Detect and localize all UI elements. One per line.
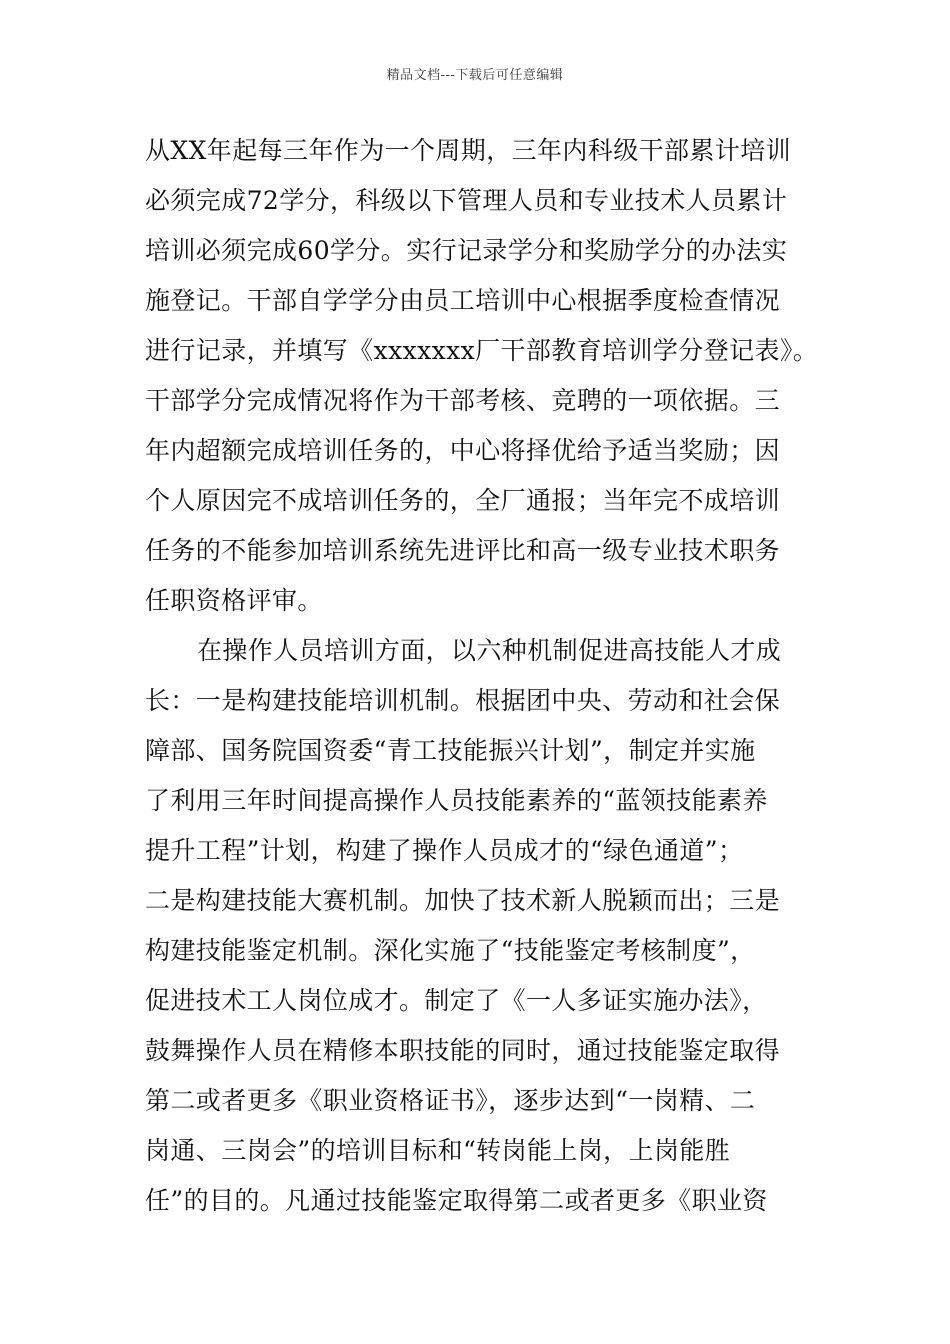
text-line: 个人原因完不成培训任务的，全厂通报；当年完不成培训 bbox=[145, 486, 781, 515]
text-line: 必须完成72学分，科级以下管理人员和专业技术人员累计 bbox=[145, 186, 788, 215]
text-line: 二是构建技能大赛机制。加快了技术新人脱颖而出；三是 bbox=[145, 886, 781, 915]
text-line: 年内超额完成培训任务的，中心将择优给予适当奖励；因 bbox=[145, 436, 781, 465]
paragraph-1 bbox=[145, 126, 819, 626]
text-line: 干部学分完成情况将作为干部考核、竞聘的一项依据。三 bbox=[145, 386, 781, 415]
text-line: 障部、国务院国资委“青工技能振兴计划”，制定并实施 bbox=[145, 736, 756, 765]
text-line: 任职资格评审。 bbox=[145, 586, 323, 615]
text-line: 第二或者更多《职业资格证书》，逐步达到“一岗精、二 bbox=[145, 1086, 756, 1115]
text-line: 鼓舞操作人员在精修本职技能的同时，通过技能鉴定取得 bbox=[145, 1036, 781, 1065]
text-line: 从XX年起每三年作为一个周期，三年内科级干部累计培训 bbox=[145, 136, 791, 165]
text-line: 提升工程”计划，构建了操作人员成才的“绿色通道”； bbox=[145, 836, 744, 865]
text-line: 进行记录，并填写《xxxxxxx厂干部教育培训学分登记表》。 bbox=[145, 336, 819, 365]
page-header: 精品文档---下载后可任意编辑 bbox=[386, 68, 564, 83]
text-line: 长：一是构建技能培训机制。根据团中央、劳动和社会保 bbox=[145, 686, 781, 715]
text-line: 构建技能鉴定机制。深化实施了“技能鉴定考核制度”， bbox=[145, 936, 756, 965]
text-line: 任”的目的。凡通过技能鉴定取得第二或者更多《职业资 bbox=[145, 1186, 768, 1215]
paragraph-2 bbox=[145, 626, 810, 1226]
text-line-indented: 在操作人员培训方面，以六种机制促进高技能人才成 bbox=[197, 636, 782, 665]
document-body bbox=[145, 126, 819, 1226]
text-line: 培训必须完成60学分。实行记录学分和奖励学分的办法实 bbox=[145, 236, 788, 265]
text-line: 岗通、三岗会”的培训目标和“转岗能上岗，上岗能胜 bbox=[145, 1136, 731, 1165]
text-line: 了利用三年时间提高操作人员技能素养的“蓝领技能素养 bbox=[145, 786, 768, 815]
text-line: 促进技术工人岗位成才。制定了《一人多证实施办法》， bbox=[145, 986, 768, 1015]
text-line: 施登记。干部自学学分由员工培训中心根据季度检查情况 bbox=[145, 286, 781, 315]
text-line: 任务的不能参加培训系统先进评比和高一级专业技术职务 bbox=[145, 536, 781, 565]
